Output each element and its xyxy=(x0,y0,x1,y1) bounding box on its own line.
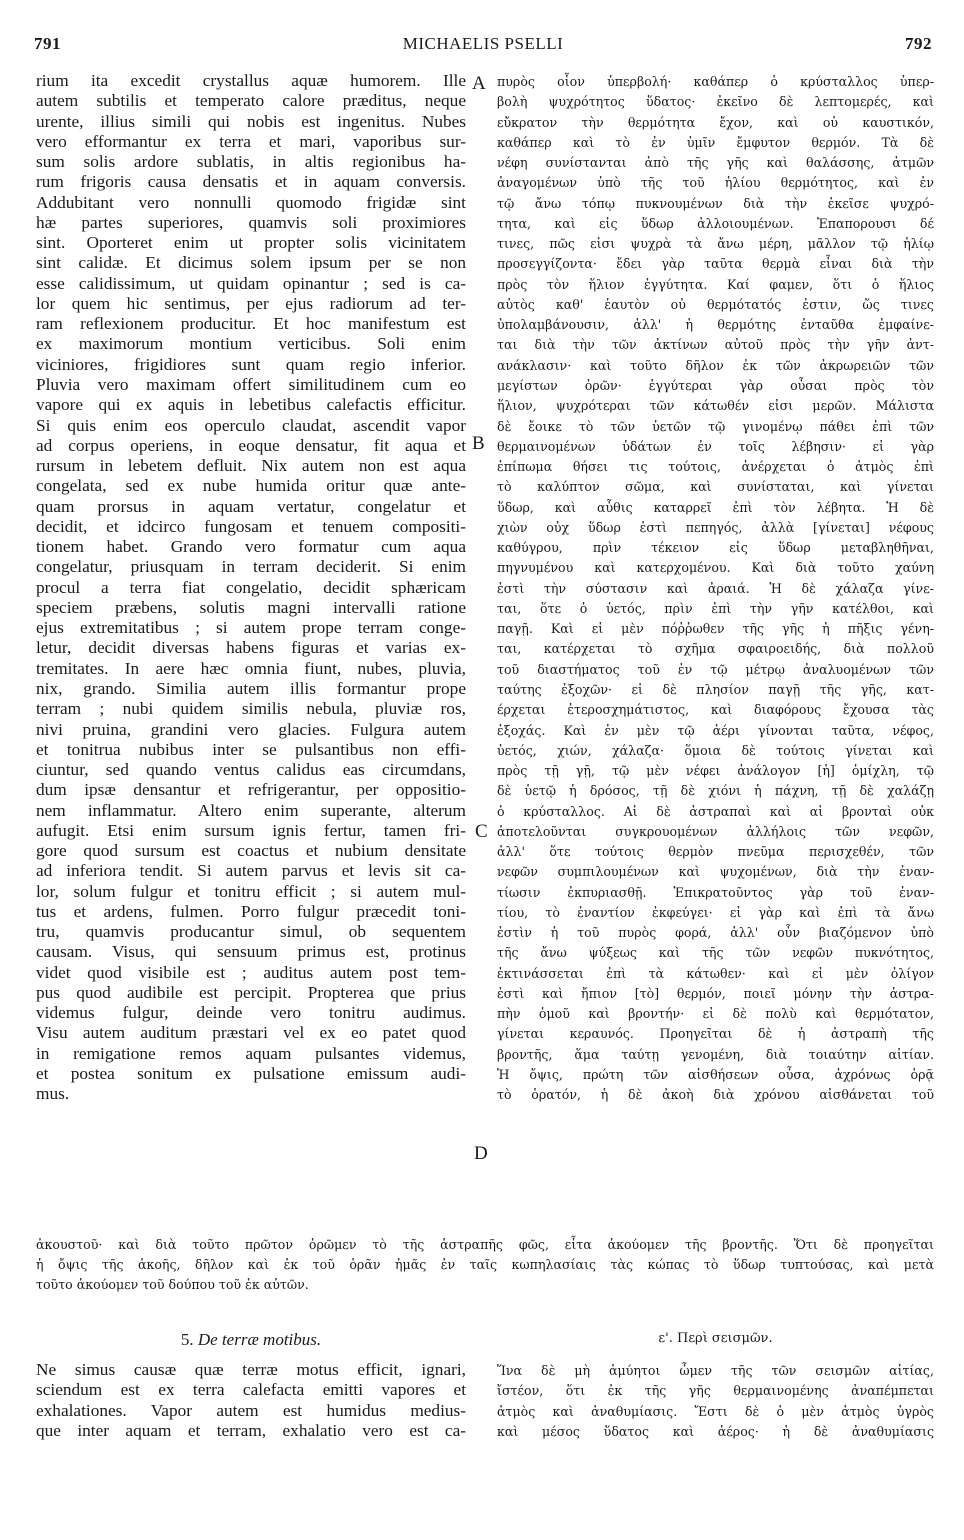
text-line: πρὸς τὸν ἥλιον ἐγγύτητα. Καί φαμεν, ὅτι ὁ ἥλιος xyxy=(497,276,934,292)
text-line: ἀκουστοῦ· καὶ διὰ τοῦτο πρῶτον ὁρῶμεν τὸ τῆς ἀστραπῆς φῶς, εἶτα ἀκούομεν τῆς βροντῆς. Ὅτι δὲ προηγεῖται xyxy=(36,1237,934,1252)
text-line: μεγίστων ὀρῶν· ἐγγύτεραι γὰρ οὖσαι πρὸς τὸν xyxy=(497,377,934,393)
text-line: ται, κατέρχεται τὸ σχῆμα σφαιροειδής, διὰ πολλοῦ xyxy=(497,641,934,657)
margin-marker-d: D xyxy=(474,1143,488,1164)
text-line: ἀτμὸς καὶ ἀναθυμίασις. Ἔστι δὲ ὁ μὲν ἀτμὸς ὑγρὸς xyxy=(497,1403,934,1419)
text-line: lor quem hic sentimus, per ejus radiorum ad ter- xyxy=(36,293,466,313)
full-width-greek-text xyxy=(36,1235,934,1295)
text-line: procul a terra fiat congelatio, decidit sphæricam xyxy=(36,577,466,597)
text-line: congelatur, priusquam in terram deciderit. Si enim xyxy=(36,557,466,577)
text-line: videt quod visibile est ; auditus autem post tem- xyxy=(36,962,466,982)
text-line: ἀναγομένων ὑπὸ τῆς τοῦ ἡλίου θερμότητος, καὶ ἐν xyxy=(497,175,934,191)
text-line: aufugit. Etsi enim sursum ignis fertur, tamen fri- xyxy=(36,820,466,840)
text-line: Si quis enim eos operculo claudat, ascendit vapor xyxy=(36,415,466,435)
text-line: rum frigoris causa densatis et in aquam conversis. xyxy=(36,172,466,192)
text-line: Pluvia vero maximam offert similitudinem cum eo xyxy=(36,374,466,394)
latin-section-number: 5. xyxy=(180,1330,194,1349)
text-line: sciendum est ex terra calefacta emitti vapores et xyxy=(36,1380,466,1400)
text-line: ἀλλ' ὅτε τούτοις θερμὸν πνεῦμα περισχεθέν, τῶν xyxy=(497,844,934,860)
text-line: in remigatione remos aquam pulsantes videmus, xyxy=(36,1043,466,1063)
text-line: hæ partes superiores, quamvis soli proximiores xyxy=(36,212,466,232)
text-line: decidit, et idcirco fungosam et tenuem compositi- xyxy=(36,516,466,536)
text-line: νέφη συνίστανται ἀπὸ τῆς γῆς καὶ θαλάσσης, ἀτμῶν xyxy=(497,155,934,171)
text-line: viciniores, frigidiores sunt quam regio inferior. xyxy=(36,354,466,374)
text-line: nivi pruina, grandini vero glacies. Fulgura autem xyxy=(36,719,466,739)
text-line: terram ; nubi quidem similis nebula, pluviæ ros, xyxy=(36,699,466,719)
text-line: ὁ κρύσταλλος. Αἱ δὲ ἀστραπαὶ καὶ αἱ βρονταὶ οὐκ xyxy=(497,803,934,819)
text-line: nix, grando. Similia autem illis formantur prope xyxy=(36,678,466,698)
text-line: ἐστὶ τὴν σύστασιν καὶ ἀραιά. Ἡ δὲ χάλαζα γίνε- xyxy=(497,580,934,596)
text-line: ἡ ὄψις τῆς ἀκοῆς, δῆλον καὶ ἐκ τοῦ ὁρᾶν ἡμᾶς ἐν ταῖς κωπηλασίαις τὰς κώπας τὸ ὕδωρ τυπτούσας, καὶ μετὰ xyxy=(36,1257,934,1272)
text-line: Ἡ ὄψις, πρώτη τῶν αἰσθήσεων οὖσα, ἀχρόνως ὁρᾷ xyxy=(497,1067,934,1083)
text-line: πὴν ὁμοῦ καὶ βροντήν· εἰ δὲ πολὺ καὶ θερμότατον, xyxy=(497,1006,934,1022)
latin-section-title: De terræ motibus. xyxy=(197,1330,322,1349)
text-line: ται, ὅτε ὁ ὑετός, πρὶν ἐπὶ τὴν γῆν κατέλθοι, καὶ xyxy=(497,600,934,616)
text-line: εὔκρατον τὴν θερμότητα ἔχον, καὶ οὐ καυστικόν, xyxy=(497,114,934,130)
text-line: ἐπίπωμα θήσει τις τούτοις, ἀνέρχεται ὁ ἀτμὸς ἐπὶ xyxy=(497,459,934,475)
text-line: tus et ardens, fulmen. Porro fulgur præcedit toni- xyxy=(36,901,466,921)
text-line: τὸ καλύπτον σῶμα, καὶ συνίσταται, καὶ γίνεται xyxy=(497,479,934,495)
text-line: καθύγρου, πρὶν τέκειον εἰς ὕδωρ μεταβληθῆναι, xyxy=(497,540,934,556)
right-page-number: 792 xyxy=(905,34,932,53)
text-line: Addubitant vero nonnulli quomodo frigidæ sint xyxy=(36,192,466,212)
text-line: Visu autem auditum præstari vel ex eo patet quod xyxy=(36,1023,466,1043)
latin-column xyxy=(36,71,466,1105)
text-line: ad inferiora tendit. Si autem parvus et levis sit ca- xyxy=(36,861,466,881)
text-line: ram reflexionem producitur. Et hoc manifestum est xyxy=(36,314,466,334)
text-line: ὑετός, χιών, χάλαζα· ὅμοια δὲ τούτοις γίνεται καὶ xyxy=(497,742,934,758)
text-line: ὕδωρ, καὶ αὖθις καταρρεῖ ἐπὶ τὸν λέβητα. Ἡ δὲ xyxy=(497,499,934,515)
text-line: letur, decidit diversas habens figuras et varias ex- xyxy=(36,638,466,658)
latin-column-section-5 xyxy=(36,1360,466,1441)
greek-section-heading: ε'. Περὶ σεισμῶν. xyxy=(658,1331,773,1346)
text-line: nem inflammatur. Altero enim superante, alterum xyxy=(36,800,466,820)
margin-marker-a: A xyxy=(472,73,486,94)
text-line: ἐστὶ καὶ ἤπιον [τὸ] θερμόν, ποιεῖ μόνην τὴν ἀστρα- xyxy=(497,985,934,1001)
text-line: quam prorsus in aquam vertatur, congelatur et xyxy=(36,496,466,516)
text-line: τινες, πῶς εἰσι ψυχρὰ τὰ ἄνω μέρη, μᾶλλον τῷ ἡλίῳ xyxy=(497,236,934,252)
text-line: sint calidæ. Et dicimus solem ipsum per se non xyxy=(36,253,466,273)
text-line: ἐκτινάσσεται ἐπὶ τὰ κάτωθεν· καὶ εἰ μὲν ὀλίγον xyxy=(497,965,934,981)
text-line: θερμαινομένων ὑδάτων ἐν τοῖς λέβησιν· εἰ γὰρ xyxy=(497,438,934,454)
left-page-number: 791 xyxy=(34,34,61,53)
text-line: tru, quamvis producantur simul, ob sequentem xyxy=(36,922,466,942)
text-line: προσεγγίζοντα· ἔδει γὰρ ταῦτα θερμὰ εἶναι διὰ τὴν xyxy=(497,256,934,272)
text-line: urente, illius simili qui nobis est ingenitus. Nubes xyxy=(36,111,466,131)
text-line: pus quod audibile est percipit. Propterea que prius xyxy=(36,982,466,1002)
text-line: νεφῶν συμπιλουμένων καὶ ψυχομένων, διὰ τὴν ἐναν- xyxy=(497,864,934,880)
text-line: ejus extremitatibus ; si autem prope terram conge- xyxy=(36,618,466,638)
text-line: ex maximorum montium verticibus. Soli enim xyxy=(36,334,466,354)
text-line: χιὼν οὐχ ὕδωρ ἐστὶ πεπηγός, ἀλλὰ [γίνεται] νέφους xyxy=(497,519,934,535)
text-line: Ἵνα δὲ μὴ ἀμύητοι ὦμεν τῆς τῶν σεισμῶν αἰτίας, xyxy=(497,1363,934,1378)
text-line: que inter aquam et terram, exhalatio vero est ca- xyxy=(36,1420,466,1440)
text-line: dum ipsæ densantur et refrigerantur, per oppositio- xyxy=(36,780,466,800)
text-line: tremitates. In aere hæc omnia fiunt, nubes, pluvia, xyxy=(36,658,466,678)
text-line: τίου, τὸ ἐναντίον ἐκφεύγει· εἰ γὰρ καὶ ἐπὶ τὰ ἄνω xyxy=(497,904,934,920)
text-line: speciem præbens, solutis magni intervalli ratione xyxy=(36,597,466,617)
text-line: βολὴ ψυχρότητος ὕδατος· ἐκεῖνο δὲ λεπτομερές, καὶ xyxy=(497,94,934,110)
text-line: γίνεται κεραυνός. Προηγεῖται δὲ ἡ ἀστραπὴ τῆς xyxy=(497,1026,934,1042)
text-line: ἀποτελοῦνται συγκρουομένων ἀλλήλοις τῶν νεφῶν, xyxy=(497,823,934,839)
text-line: ἐξοχάς. Καὶ ἐν μὲν τῷ ἀέρι γίνονται ταῦτα, νέφος, xyxy=(497,722,934,738)
text-line: videmus fulgur, deinde vero tonitru audimus. xyxy=(36,1003,466,1023)
text-line: αὐτὸς καθ' ἑαυτὸν οὐ θερμότατός ἐστιν, ὥς τινες xyxy=(497,296,934,312)
text-line: congelata, sed ex nube humida oritur quæ ante- xyxy=(36,476,466,496)
running-head: MICHAELIS PSELLI xyxy=(402,34,564,53)
text-line: sum solis ardore sublatis, in altis regionibus ha- xyxy=(36,152,466,172)
text-line: causam. Visus, qui sensuum primus est, protinus xyxy=(36,942,466,962)
text-line: tionem habet. Grando vero formatur cum aqua xyxy=(36,537,466,557)
text-line: τῆς ἄνω ψύξεως καὶ τῆς τῶν νεφῶν πυκνότητος, xyxy=(497,945,934,961)
latin-section-heading xyxy=(36,1330,466,1350)
text-line: rium ita excedit crystallus aquæ humorem. Ille xyxy=(36,71,466,90)
text-line: δὲ ὑετῷ ἡ δρόσος, τῇ δὲ χιόνι ἡ πάχνη, τῇ δὲ χαλάζῃ xyxy=(497,783,934,799)
text-line: et postea sonitum ex pulsatione emissum audi- xyxy=(36,1064,466,1084)
text-line: gore quod sursum est coactus et nubium densitate xyxy=(36,841,466,861)
text-line: vapore qui ex aquis in lebetibus calefactis efficitur. xyxy=(36,395,466,415)
text-line: ciuntur, sed quando ventus calidus eas circumdans, xyxy=(36,760,466,780)
text-line: lor, solum fulgur et tonitru efficit ; si autem mul- xyxy=(36,881,466,901)
text-line: ταύτης ἐξοχῶν· εἰ δὲ πλησίον παγῇ τῆς γῆς, κατ- xyxy=(497,681,934,697)
text-line: ανάκλασιν· καὶ τοῦτο δῆλον ἐκ τῶν ἀκρωρειῶν τῶν xyxy=(497,357,934,373)
margin-marker-c: C xyxy=(475,821,488,842)
text-line: vero efformantur ex terra et mari, vaporibus sur- xyxy=(36,131,466,151)
text-line: βροντῆς, ἅμα ταύτῃ γενομένη, διὰ τοιαύτην αἰτίαν. xyxy=(497,1046,934,1062)
text-line: autem subtilis et temperato calore præditus, neque xyxy=(36,91,466,111)
text-line: ται διὰ τὴν τῶν ἀκτίνων αὐτοῦ πρὸς τὴν γῆν ἀντ- xyxy=(497,337,934,353)
text-line: ὑπολαμβάνουσιν, ἀλλ' ἡ θερμότης ἐνταῦθα ἐμφαίνε- xyxy=(497,317,934,333)
text-line: Ne simus causæ quæ terræ motus efficit, ignari, xyxy=(36,1360,466,1379)
page-header xyxy=(34,34,932,56)
text-line: πρὸς τῇ γῇ, τῷ μὲν νέφει ἀνάλογον [ἡ] ὁμίχλη, τῷ xyxy=(497,763,934,779)
text-line: ad corpus operiens, in eoque densatur, fit aqua et xyxy=(36,435,466,455)
text-line: τητα, καὶ εἰς ὕδωρ ἀλλοιουμένων. Ἐπαπορουσι δέ xyxy=(497,215,934,231)
text-line: καὶ μέσος ὕδατος καὶ ἀέρος· ἡ δὲ ἀναθυμίασις xyxy=(497,1423,934,1439)
text-line: τοῦ διαστήματος τοῦ ἐν τῷ μέτρῳ ἀναλυομένων τῶν xyxy=(497,661,934,677)
text-line: mus. xyxy=(36,1084,70,1104)
text-line: τὸ ὁρατόν, ἡ δὲ ἀκοὴ διὰ χρόνου αἰσθάνεται τοῦ xyxy=(497,1087,934,1103)
text-line: exhalationes. Vapor autem est humidus medius- xyxy=(36,1400,466,1420)
text-line: esse calidissimum, ut quidam opinantur ; sed is ca- xyxy=(36,273,466,293)
text-line: πηγνυμένου καὶ κατερχομένου. Καὶ διὰ τοῦτο χαύνη xyxy=(497,560,934,576)
text-line: τοῦτο ἀκούομεν τοῦ δούπου τοῦ ἐκ αὐτῶν. xyxy=(36,1277,309,1292)
text-line: τίωσιν ἐκπυριασθῇ. Ἐπικρατοῦντος γὰρ τοῦ ἐναν- xyxy=(497,884,934,900)
margin-marker-b: B xyxy=(472,433,485,454)
text-line: δὲ ἔοικε τὸ τῶν ὑετῶν τῷ γινομένῳ πάθει ἐπὶ τῶν xyxy=(497,418,934,434)
greek-column xyxy=(497,72,934,1106)
text-line: τῷ ἄνω τόπῳ πυκνουμένων διὰ τὴν ἐκεῖσε ψυχρό- xyxy=(497,195,934,211)
text-line: sint. Oporteret enim ut propter solis vicinitatem xyxy=(36,233,466,253)
text-line: πυρὸς οἷον ὑπερβολή· καθάπερ ὁ κρύσταλλος ὑπερ- xyxy=(497,74,934,89)
text-line: ἴστέον, ὅτι ἐκ τῆς γῆς θερμαινομένης ἀναπέμπεται xyxy=(497,1383,934,1399)
text-line: et tonitrua nubibus inter se pulsantibus non effi- xyxy=(36,739,466,759)
text-line: ἥλιον, ψυχρότεραι τῶν κάτωθέν εἰσι μερῶν. Μάλιστα xyxy=(497,398,934,414)
text-line: παγῇ. Καὶ εἰ μὲν πόῤῥωθεν τῆς γῆς ἡ πῆξις γένη- xyxy=(497,621,934,637)
text-line: έρχεται ἑτεροσχημάτιστος, καὶ διαφόρους ἔχουσα τὰς xyxy=(497,702,934,718)
text-line: ἐστὶν ἡ τοῦ πυρὸς φορά, ἀλλ' οὖν βιαζόμενον ὑπὸ xyxy=(497,925,934,941)
text-line: rursum in lebetem defluit. Nix autem non est aqua xyxy=(36,456,466,476)
text-line: καθάπερ καὶ τὸ ἐν ὑμῖν ἔμφυτον θερμόν. Τὰ δὲ xyxy=(497,134,934,150)
greek-column-section-5 xyxy=(497,1361,934,1442)
